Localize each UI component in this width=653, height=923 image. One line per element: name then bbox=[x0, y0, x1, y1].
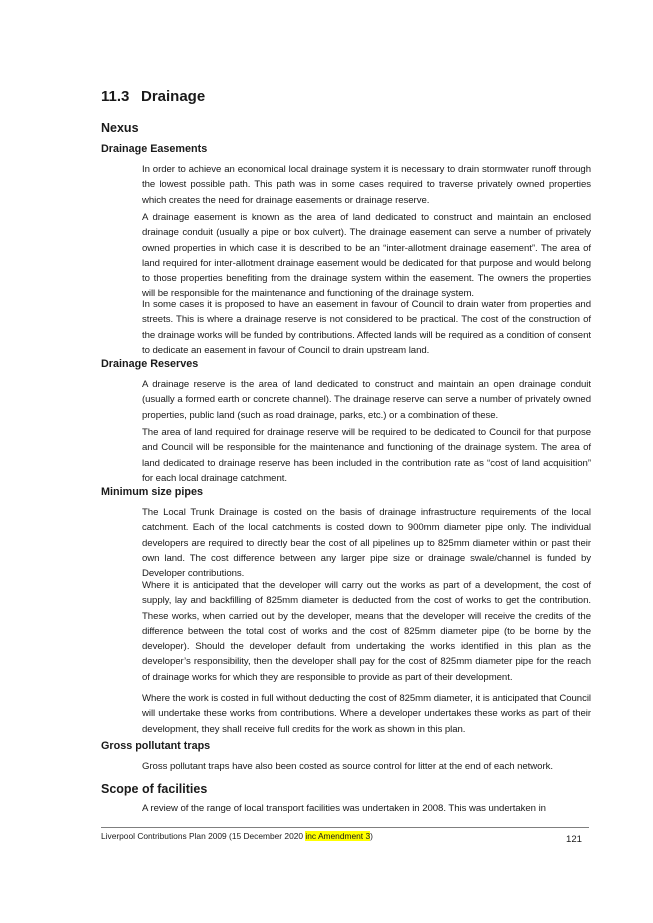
easements-paragraph-3: In some cases it is proposed to have an easement in favour of Council to drain water from properties and streets. This is where a drainage reserve is not considered to be practical. The cost of the construction of the drainage works will be funded by contributions. Affected lands will be required as a condition of consent to dedicate an easement in favour of Council to drain upstream land. bbox=[142, 299, 591, 356]
drainage-reserves-heading: Drainage Reserves bbox=[101, 358, 199, 370]
section-number: 11.3 bbox=[101, 88, 130, 105]
footer-close-paren: ) bbox=[370, 831, 373, 841]
pipes-paragraph-3: Where the work is costed in full without deducting the cost of 825mm diameter, it is anticipated that Council will undertake these works from contributions. Where a developer undertakes these works as part of their development, they shall receive full credits for the work as shown in this plan. bbox=[142, 693, 591, 735]
reserves-paragraph-2: The area of land required for drainage reserve will be required to be dedicated to Council for that purpose and Council will be responsible for the maintenance and functioning of the drainage system. The area of land dedicated to drainage reserve has been included in the contribution rate as “cost of land acquisition” for each local drainage catchment. bbox=[142, 427, 591, 484]
page-number: 121 bbox=[566, 834, 583, 845]
pipes-paragraph-1: The Local Trunk Drainage is costed on the basis of drainage infrastructure requirements of the local catchment. Each of the local catchments is costed down to 900mm diameter pipe only. The individual developers are required to directly bear the cost of all pipelines up to 825mm diameter within or past their own land. The cost difference between any larger pipe size or drainage swale/channel is funded by Developer contributions. bbox=[142, 507, 591, 580]
nexus-heading: Nexus bbox=[101, 121, 139, 135]
minimum-size-pipes-heading: Minimum size pipes bbox=[101, 486, 203, 498]
footer-text bbox=[101, 831, 373, 841]
pipes-paragraph-2: Where it is anticipated that the developer will carry out the works as part of a development, the cost of supply, lay and backfilling of 825mm diameter is deducted from the cost of works to get the contribution. These works, when carried out by the developer, means that the developer will receive the credits of the difference between the total cost of works and the cost of 825mm diameter pipe (to be borne by the developer). Should the developer default from undertaking the works identified in this plan as the developer’s responsibility, then the developer shall pay for the cost of 825mm diameter pipe for the reach of drainage works for which they are responsible to provide as part of their development. bbox=[142, 580, 591, 683]
easements-paragraph-2: A drainage easement is known as the area of land dedicated to construct and maintain an enclosed drainage conduit (usually a pipe or box culvert). The drainage easement can serve a number of privately owned properties in which case it is described to be an “inter-allotment drainage easement”. The area of land required for inter-allotment drainage easement would be dedicated for that purpose and would belong to those properties benefiting from the drainage system within the easement. The owners the properties will be responsible for the maintenance and functioning of the drainage system. bbox=[142, 212, 591, 300]
footer-amendment-highlight: inc Amendment 3 bbox=[305, 831, 371, 841]
gross-pollutant-traps-heading: Gross pollutant traps bbox=[101, 740, 211, 752]
scope-of-facilities-heading: Scope of facilities bbox=[101, 782, 208, 796]
section-title-text: Drainage bbox=[141, 88, 206, 105]
footer-divider bbox=[101, 827, 589, 828]
drainage-easements-heading: Drainage Easements bbox=[101, 143, 208, 155]
easements-paragraph-1: In order to achieve an economical local drainage system it is necessary to drain stormwater runoff through the lowest possible path. This path was in some cases required to traverse privately owned properties which creates the need for drainage easements or drainage reserve. bbox=[142, 164, 591, 206]
reserves-paragraph-1: A drainage reserve is the area of land dedicated to construct and maintain an open drainage conduit (usually a formed earth or concrete channel). The drainage reserve can serve a number of privately owned properties, public land (such as road drainage, parks, etc.) or a combination of these. bbox=[142, 379, 591, 421]
gpt-paragraph-1: Gross pollutant traps have also been costed as source control for litter at the end of each network. bbox=[142, 761, 553, 772]
scope-paragraph-1: A review of the range of local transport facilities was undertaken in 2008. This was undertaken in bbox=[142, 803, 546, 814]
section-title bbox=[101, 88, 205, 105]
footer-title: Liverpool Contributions Plan 2009 (15 December 2020 bbox=[101, 831, 306, 841]
